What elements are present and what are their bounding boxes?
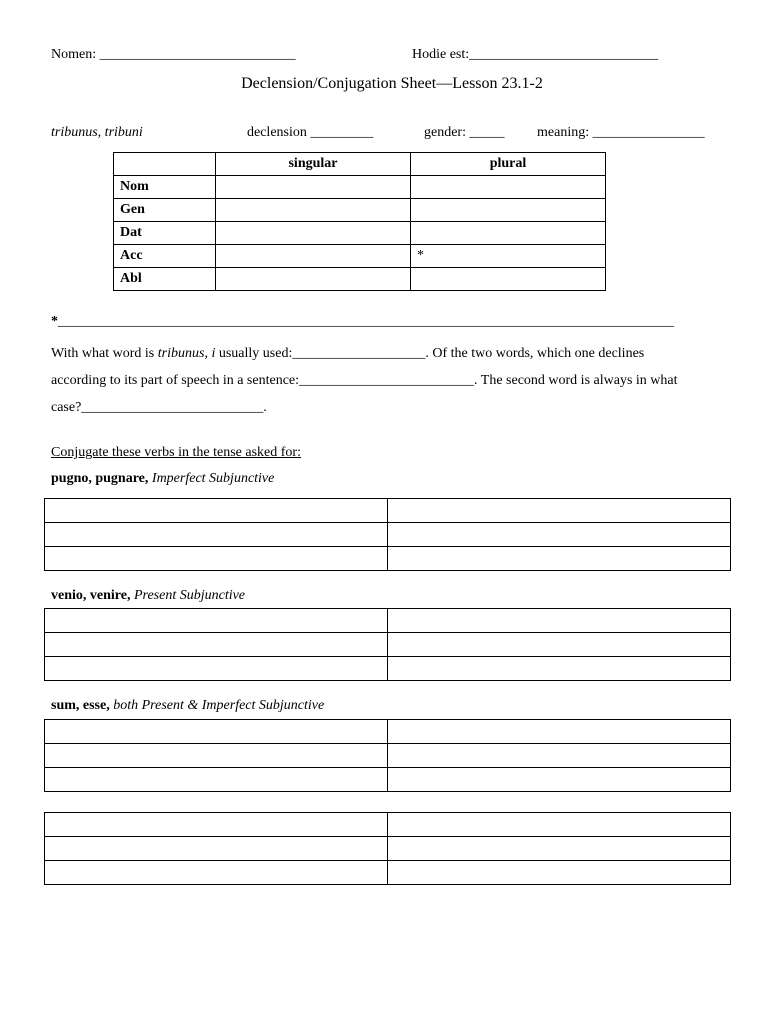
conjugation-cell[interactable]	[45, 633, 388, 657]
footnote-line: ________________________________________________________________________________________	[58, 314, 674, 329]
declension-table	[113, 152, 606, 291]
declension-row-gen	[114, 199, 606, 222]
conjugation-cell[interactable]	[45, 768, 388, 792]
plural-cell[interactable]	[411, 199, 606, 222]
declension-row-dat	[114, 222, 606, 245]
singular-cell[interactable]	[216, 268, 411, 291]
plural-cell[interactable]	[411, 268, 606, 291]
verb-word: venio, venire,	[51, 588, 131, 603]
verb-word: pugno, pugnare,	[51, 471, 149, 486]
conjugation-cell[interactable]	[388, 657, 731, 681]
question-line-3: case?__________________________.	[51, 400, 267, 415]
case-label: Abl	[114, 268, 216, 291]
plural-cell[interactable]	[411, 176, 606, 199]
verb-heading-pugno	[51, 471, 274, 487]
conjugation-cell[interactable]	[45, 609, 388, 633]
page-title: Declension/Conjugation Sheet—Lesson 23.1-2	[241, 75, 543, 92]
singular-cell[interactable]	[216, 199, 411, 222]
verb-word: sum, esse,	[51, 698, 110, 713]
footnote	[51, 314, 674, 330]
conjugation-cell[interactable]	[388, 720, 731, 744]
verb-tense: Present Subjunctive	[133, 588, 246, 603]
conjugation-cell[interactable]	[388, 523, 731, 547]
conjugation-cell[interactable]	[45, 720, 388, 744]
declension-blank: declension _________	[247, 125, 374, 140]
conjugation-cell[interactable]	[45, 861, 388, 885]
question-text: usually used:___________________. Of the two words, which one declines	[215, 346, 645, 361]
declension-header-empty	[114, 153, 216, 176]
plural-cell[interactable]: *	[411, 245, 606, 268]
declension-row-nom	[114, 176, 606, 199]
conjugation-table-sum-imperfect	[44, 812, 731, 885]
singular-cell[interactable]	[216, 245, 411, 268]
name-field-label: Nomen: ____________________________	[51, 47, 296, 62]
meaning-blank: meaning: ________________	[537, 125, 705, 140]
verb-heading-venio	[51, 588, 245, 604]
noun-word: tribunus, tribuni	[51, 125, 143, 140]
case-label: Nom	[114, 176, 216, 199]
singular-cell[interactable]	[216, 222, 411, 245]
case-label: Dat	[114, 222, 216, 245]
conjugation-cell[interactable]	[388, 861, 731, 885]
conjugation-table-sum-present	[44, 719, 731, 792]
question-word: tribunus, i	[157, 346, 216, 361]
declension-row-abl	[114, 268, 606, 291]
conjugation-cell[interactable]	[388, 768, 731, 792]
plural-cell[interactable]	[411, 222, 606, 245]
conjugation-table-pugno	[44, 498, 731, 571]
conjugation-table-venio	[44, 608, 731, 681]
column-singular: singular	[216, 153, 411, 176]
footnote-star: *	[51, 314, 58, 329]
verb-heading-sum	[51, 698, 324, 714]
question-line-1	[51, 340, 644, 367]
conjugation-cell[interactable]	[45, 547, 388, 571]
conjugation-cell[interactable]	[388, 837, 731, 861]
date-field-label: Hodie est:___________________________	[412, 47, 659, 62]
conjugation-cell[interactable]	[45, 499, 388, 523]
conjugation-cell[interactable]	[388, 499, 731, 523]
conjugation-cell[interactable]	[45, 657, 388, 681]
gender-blank: gender: _____	[424, 125, 505, 140]
conjugation-cell[interactable]	[45, 744, 388, 768]
conjugation-cell[interactable]	[45, 837, 388, 861]
conjugation-cell[interactable]	[388, 633, 731, 657]
conjugation-instruction: Conjugate these verbs in the tense asked for:	[51, 445, 301, 460]
conjugation-cell[interactable]	[388, 609, 731, 633]
conjugation-cell[interactable]	[388, 547, 731, 571]
case-label: Gen	[114, 199, 216, 222]
conjugation-cell[interactable]	[388, 744, 731, 768]
conjugation-cell[interactable]	[45, 523, 388, 547]
singular-cell[interactable]	[216, 176, 411, 199]
declension-header-row	[114, 153, 606, 176]
declension-row-acc	[114, 245, 606, 268]
case-label: Acc	[114, 245, 216, 268]
question-text: With what word is	[51, 346, 158, 361]
conjugation-cell[interactable]	[388, 813, 731, 837]
column-plural: plural	[411, 153, 606, 176]
verb-tense: Imperfect Subjunctive	[151, 471, 275, 486]
question-line-2: according to its part of speech in a sentence:_________________________. The second word is always in what	[51, 373, 678, 388]
conjugation-cell[interactable]	[45, 813, 388, 837]
verb-tense: both Present & Imperfect Subjunctive	[113, 698, 325, 713]
